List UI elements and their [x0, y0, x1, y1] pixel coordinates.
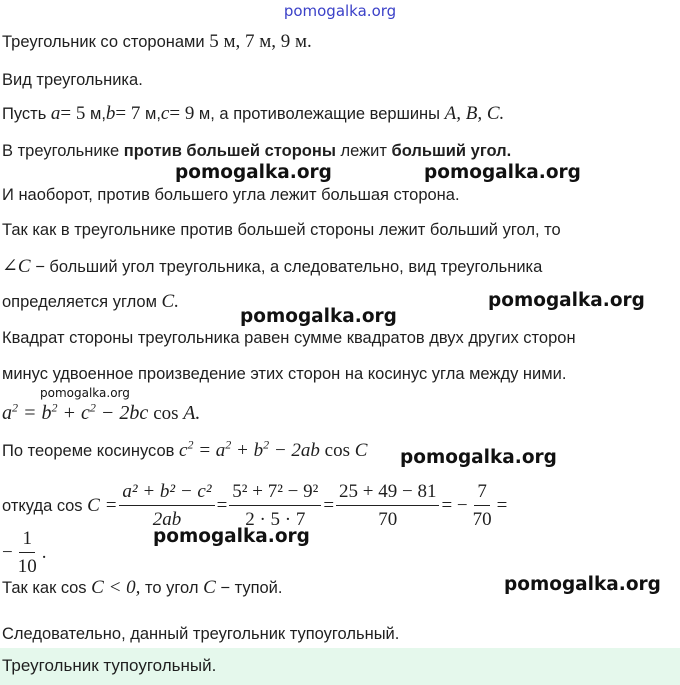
line-cosine-theorem: По теореме косинусов $c^2 = a^2 + b^2 - 2ab$ cos C — [2, 437, 368, 461]
line-angle-c: ∠C − больший угол треугольника, а следовательно, вид треугольника — [2, 256, 543, 277]
fraction-substituted: $\frac{\text{5² + 7² − 9²}}{2 \cdot 5 \cdot 7}$ — [229, 481, 321, 531]
watermark: pomogalka.org — [504, 574, 661, 595]
fraction-result: $\frac{7}{70}$ — [472, 481, 492, 530]
line-cosine-law-1: Квадрат стороны треугольника равен сумме квадратов двух других сторон — [2, 329, 576, 347]
line-converse: И наоборот, против большего угла лежит большая сторона. — [2, 186, 460, 204]
answer-box — [0, 648, 680, 685]
watermark: pomogalka.org — [400, 447, 557, 468]
line-cosine-law-2: минус удвоенное произведение этих сторон на косинус угла между ними. — [2, 365, 567, 383]
line-rule: В треугольнике против большей стороны лежит больший угол. — [2, 142, 512, 160]
line-sides: Треугольник со сторонами 5 м, 7 м, 9 м. — [2, 31, 312, 52]
line-type-heading: Вид треугольника. — [2, 71, 143, 89]
watermark: pomogalka.org — [40, 386, 130, 400]
line-since: Так как в треугольнике против большей стороны лежит больший угол, то — [2, 221, 561, 239]
watermark: pomogalka.org — [488, 290, 645, 311]
line-result: − $\frac{1}{10}$ . — [2, 528, 47, 577]
answer-text: Треугольник тупоугольный. — [2, 656, 217, 675]
line-determined: определяется углом C. — [2, 291, 179, 312]
watermark: pomogalka.org — [424, 162, 581, 183]
watermark: pomogalka.org — [175, 162, 332, 183]
line-conclusion: Следовательно, данный треугольник тупоугольный. — [2, 625, 400, 643]
fraction-general: $\frac{\text{a² + b² − c²}}{2ab}$ — [119, 481, 214, 531]
line-obtuse-check: Так как cos C < 0, то угол C − тупой. — [2, 577, 283, 598]
watermark-top: pomogalka.org — [283, 2, 397, 20]
line-let: Пусть a= 5 м,b= 7 м,c= 9 м, а противолежащие вершины A, B, C. — [2, 103, 505, 124]
watermark: pomogalka.org — [240, 306, 397, 327]
watermark: pomogalka.org — [153, 526, 310, 547]
formula-a-squared: $a^2 = b^2 + c^2 - 2bc$ cos A. — [2, 400, 201, 424]
fraction-simplified: $\frac{1}{10}$ — [17, 528, 37, 577]
fraction-computed: $\frac{25 + 49 - 81}{70}$ — [336, 481, 439, 531]
line-cos-c: откуда cos C = $\frac{\text{a² + b² − c²}}{2ab}$ = $\frac{\text{5² + 7² − 9²}}{2 \cdot 5 \cdot 7}$ = $\frac{25 + 49 - 81}{70}$ = − $\frac{7}{70}$ = — [2, 481, 508, 530]
